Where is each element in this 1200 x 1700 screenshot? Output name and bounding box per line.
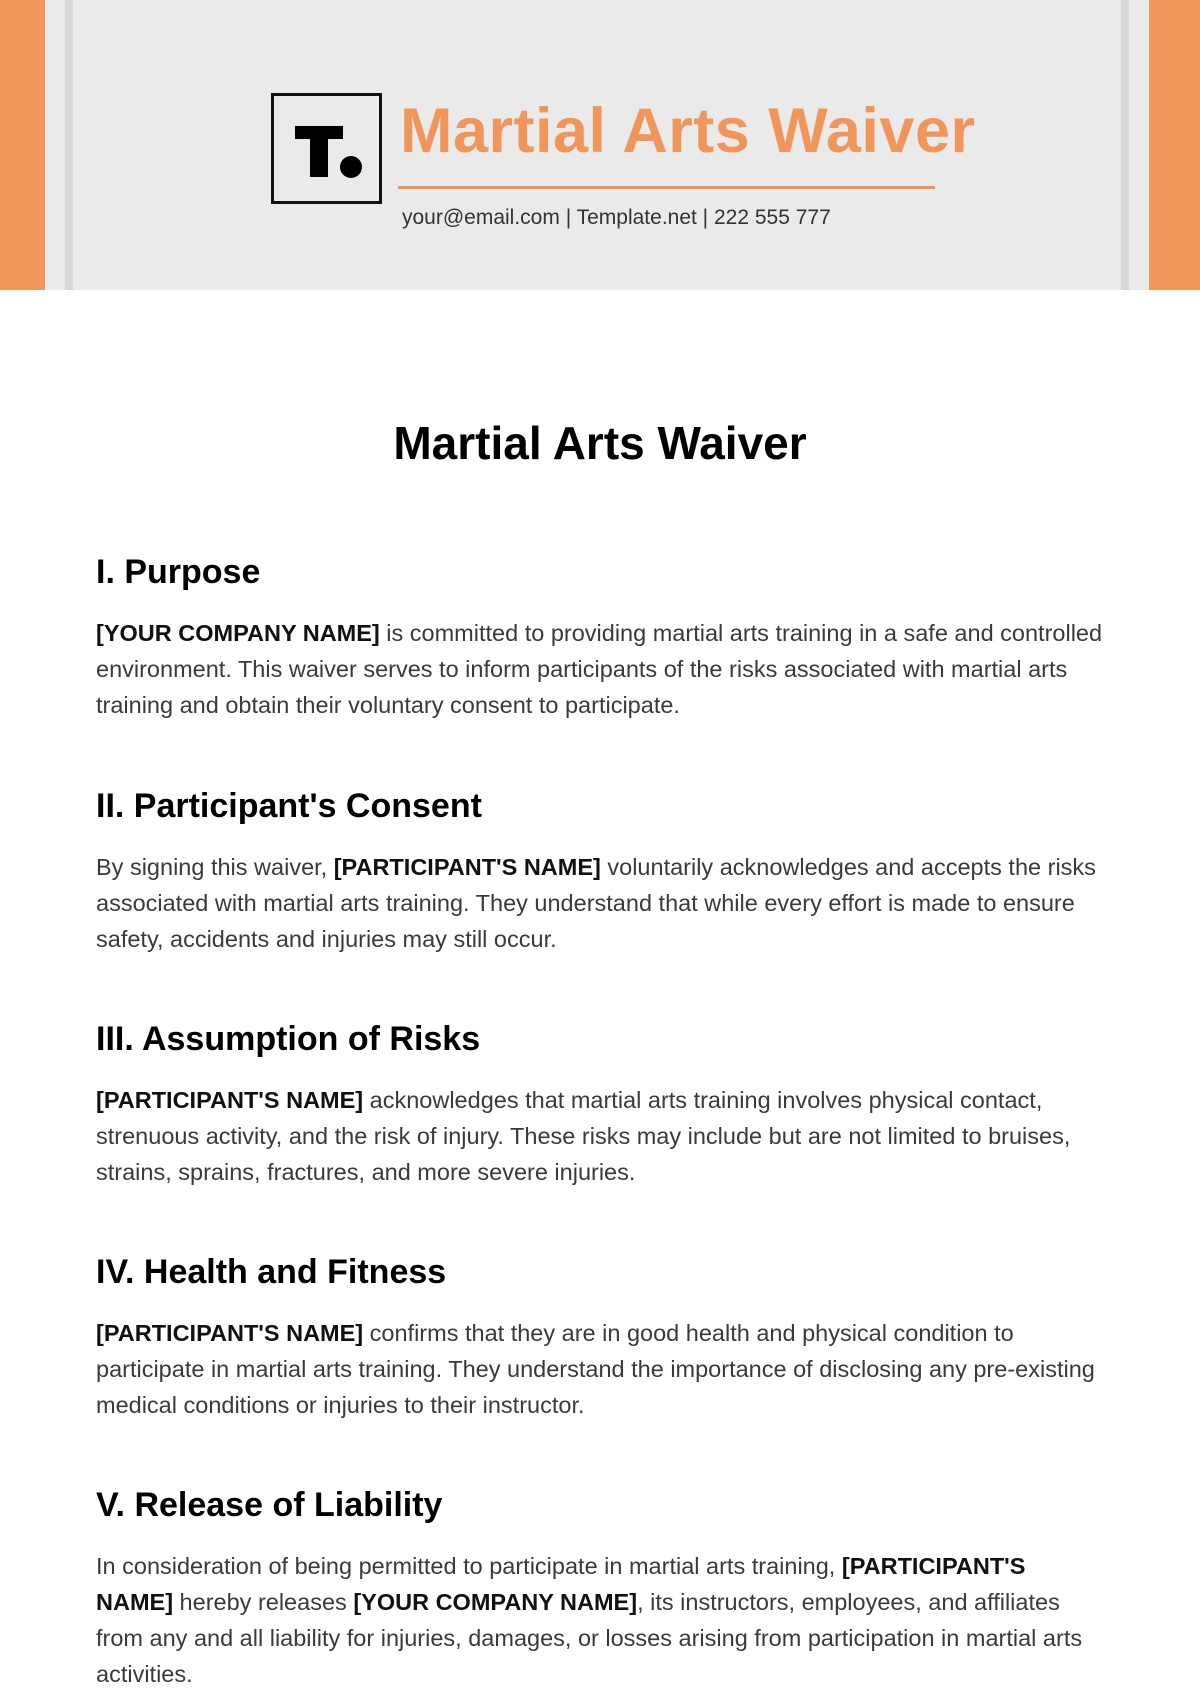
section-paragraph: In consideration of being permitted to participate in martial arts training, [PARTICIPANT'S NAME] hereby releases [YOUR COMPANY NAME], its instructors, employees, and affiliates from any and all liability for injuries, damages, or losses arising from participation in martial arts activities.: [96, 1552, 1083, 1687]
logo-dot-glyph: [340, 156, 362, 178]
section-assumption-of-risks: [96, 1019, 1106, 1190]
section-paragraph: [YOUR COMPANY NAME] is committed to providing martial arts training in a safe and controlled environment. This waiver serves to inform participants of the risks associated with martial arts training and obtain their voluntary consent to participate.: [96, 619, 1103, 718]
section-health-and-fitness: [96, 1252, 1106, 1423]
section-heading: IV. Health and Fitness: [96, 1253, 447, 1291]
participant-name-placeholder: [PARTICIPANT'S NAME]: [96, 1086, 364, 1113]
right-divider-line: [1121, 0, 1129, 290]
document-title: Martial Arts Waiver: [393, 417, 807, 469]
right-accent-bar: [1149, 0, 1200, 290]
contact-line: your@email.com | Template.net | 222 555 777: [402, 206, 831, 229]
participant-name-placeholder: [PARTICIPANT'S NAME]: [96, 1319, 364, 1346]
left-divider-line: [65, 0, 73, 290]
logo-t-glyph: [295, 126, 343, 177]
section-release-of-liability: [96, 1485, 1106, 1692]
section-participant-consent: [96, 786, 1106, 957]
section-paragraph: [PARTICIPANT'S NAME] acknowledges that martial arts training involves physical contact, strenuous activity, and the risk of injury. These risks may include but are not limited to bruises, strains, sprains, fractures, and more severe injuries.: [96, 1086, 1071, 1185]
document-header: [0, 0, 1200, 290]
section-purpose: [96, 552, 1106, 723]
left-accent-bar: [0, 0, 45, 290]
section-heading: II. Participant's Consent: [96, 787, 482, 825]
participant-name-placeholder: [PARTICIPANT'S NAME]: [96, 1552, 1026, 1615]
template-logo-icon: [271, 93, 382, 204]
section-heading: I. Purpose: [96, 553, 261, 591]
section-heading: III. Assumption of Risks: [96, 1020, 481, 1058]
section-paragraph: [PARTICIPANT'S NAME] confirms that they are in good health and physical condition to participate in martial arts training. They understand the importance of disclosing any pre-existing medical conditions or injuries to their instructor.: [96, 1319, 1095, 1418]
section-heading: V. Release of Liability: [96, 1486, 443, 1524]
participant-name-placeholder: [PARTICIPANT'S NAME]: [333, 853, 601, 880]
brand-underline: [398, 186, 935, 189]
section-paragraph: By signing this waiver, [PARTICIPANT'S NAME] voluntarily acknowledges and accepts the risks associated with martial arts training. They understand that while every effort is made to ensure safety, accidents and injuries may still occur.: [96, 853, 1096, 952]
company-name-placeholder: [YOUR COMPANY NAME]: [353, 1588, 638, 1615]
company-name-placeholder: [YOUR COMPANY NAME]: [96, 619, 380, 646]
brand-title: Martial Arts Waiver: [400, 96, 976, 166]
